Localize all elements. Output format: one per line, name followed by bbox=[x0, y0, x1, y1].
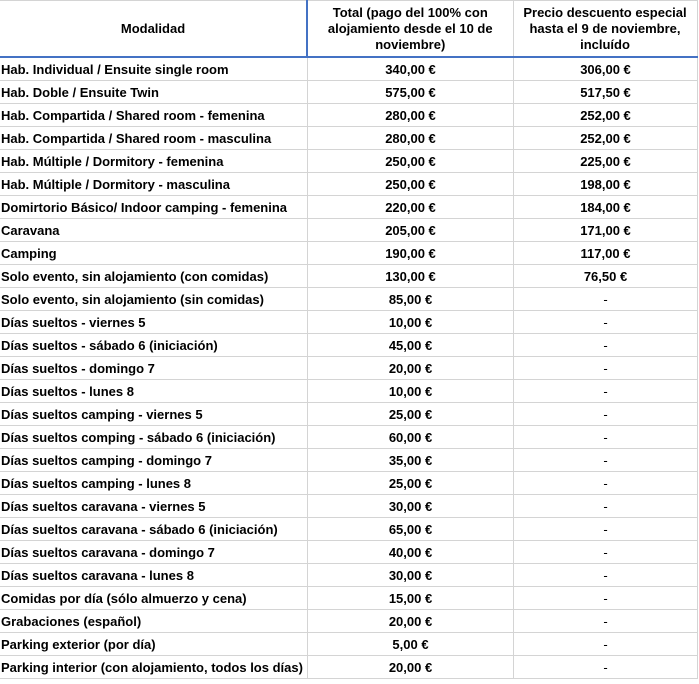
table-row bbox=[0, 127, 697, 150]
table-row bbox=[0, 656, 697, 679]
row-name-cell: Días sueltos comping - sábado 6 (iniciación) bbox=[0, 426, 307, 449]
row-discount-cell: 198,00 € bbox=[513, 173, 697, 196]
table-row bbox=[0, 150, 697, 173]
row-name-cell: Camping bbox=[0, 242, 307, 265]
row-total-cell: 35,00 € bbox=[307, 449, 513, 472]
row-name-cell: Hab. Múltiple / Dormitory - masculina bbox=[0, 173, 307, 196]
row-total-cell: 60,00 € bbox=[307, 426, 513, 449]
row-total-cell: 250,00 € bbox=[307, 150, 513, 173]
row-total-cell: 130,00 € bbox=[307, 265, 513, 288]
row-total-cell: 85,00 € bbox=[307, 288, 513, 311]
table-row bbox=[0, 334, 697, 357]
row-discount-cell: 171,00 € bbox=[513, 219, 697, 242]
row-discount-cell: - bbox=[513, 564, 697, 587]
row-name-cell: Días sueltos - viernes 5 bbox=[0, 311, 307, 334]
row-discount-cell: 252,00 € bbox=[513, 104, 697, 127]
row-name-cell: Hab. Múltiple / Dormitory - femenina bbox=[0, 150, 307, 173]
row-total-cell: 25,00 € bbox=[307, 403, 513, 426]
table-row bbox=[0, 173, 697, 196]
table-row bbox=[0, 196, 697, 219]
row-discount-cell: - bbox=[513, 587, 697, 610]
row-total-cell: 10,00 € bbox=[307, 311, 513, 334]
row-name-cell: Hab. Compartida / Shared room - femenina bbox=[0, 104, 307, 127]
row-total-cell: 20,00 € bbox=[307, 357, 513, 380]
table-row bbox=[0, 219, 697, 242]
row-discount-cell: - bbox=[513, 288, 697, 311]
row-name-cell: Grabaciones (español) bbox=[0, 610, 307, 633]
row-total-cell: 220,00 € bbox=[307, 196, 513, 219]
row-discount-cell: 184,00 € bbox=[513, 196, 697, 219]
row-name-cell: Días sueltos caravana - lunes 8 bbox=[0, 564, 307, 587]
row-name-cell: Caravana bbox=[0, 219, 307, 242]
row-name-cell: Días sueltos caravana - viernes 5 bbox=[0, 495, 307, 518]
row-discount-cell: - bbox=[513, 449, 697, 472]
header-total: Total (pago del 100% con alojamiento desde el 10 de noviembre) bbox=[307, 1, 513, 58]
row-total-cell: 20,00 € bbox=[307, 656, 513, 679]
row-total-cell: 65,00 € bbox=[307, 518, 513, 541]
row-total-cell: 40,00 € bbox=[307, 541, 513, 564]
row-name-cell: Solo evento, sin alojamiento (sin comidas) bbox=[0, 288, 307, 311]
table-row bbox=[0, 518, 697, 541]
row-discount-cell: 76,50 € bbox=[513, 265, 697, 288]
table-body bbox=[0, 57, 697, 679]
row-name-cell: Días sueltos - domingo 7 bbox=[0, 357, 307, 380]
row-name-cell: Días sueltos - lunes 8 bbox=[0, 380, 307, 403]
row-discount-cell: - bbox=[513, 610, 697, 633]
row-total-cell: 10,00 € bbox=[307, 380, 513, 403]
row-name-cell: Parking interior (con alojamiento, todos los días) bbox=[0, 656, 307, 679]
row-discount-cell: - bbox=[513, 656, 697, 679]
row-total-cell: 30,00 € bbox=[307, 495, 513, 518]
table-row bbox=[0, 288, 697, 311]
table-row bbox=[0, 472, 697, 495]
row-discount-cell: 225,00 € bbox=[513, 150, 697, 173]
row-discount-cell: - bbox=[513, 472, 697, 495]
row-discount-cell: - bbox=[513, 334, 697, 357]
row-total-cell: 280,00 € bbox=[307, 104, 513, 127]
row-name-cell: Solo evento, sin alojamiento (con comidas) bbox=[0, 265, 307, 288]
row-total-cell: 30,00 € bbox=[307, 564, 513, 587]
row-name-cell: Domirtorio Básico/ Indoor camping - femenina bbox=[0, 196, 307, 219]
table-row bbox=[0, 541, 697, 564]
row-total-cell: 45,00 € bbox=[307, 334, 513, 357]
row-total-cell: 250,00 € bbox=[307, 173, 513, 196]
table-row bbox=[0, 57, 697, 81]
table-row bbox=[0, 449, 697, 472]
row-name-cell: Hab. Individual / Ensuite single room bbox=[0, 57, 307, 81]
row-total-cell: 20,00 € bbox=[307, 610, 513, 633]
row-discount-cell: - bbox=[513, 380, 697, 403]
row-name-cell: Días sueltos caravana - sábado 6 (iniciación) bbox=[0, 518, 307, 541]
row-discount-cell: 252,00 € bbox=[513, 127, 697, 150]
table-row bbox=[0, 610, 697, 633]
row-name-cell: Hab. Compartida / Shared room - masculina bbox=[0, 127, 307, 150]
row-discount-cell: - bbox=[513, 518, 697, 541]
table-row bbox=[0, 311, 697, 334]
table-row bbox=[0, 380, 697, 403]
row-name-cell: Hab. Doble / Ensuite Twin bbox=[0, 81, 307, 104]
row-name-cell: Comidas por día (sólo almuerzo y cena) bbox=[0, 587, 307, 610]
row-discount-cell: 517,50 € bbox=[513, 81, 697, 104]
row-name-cell: Parking exterior (por día) bbox=[0, 633, 307, 656]
table-row bbox=[0, 587, 697, 610]
row-total-cell: 190,00 € bbox=[307, 242, 513, 265]
row-name-cell: Días sueltos caravana - domingo 7 bbox=[0, 541, 307, 564]
table-row bbox=[0, 633, 697, 656]
row-discount-cell: - bbox=[513, 403, 697, 426]
row-discount-cell: - bbox=[513, 426, 697, 449]
header-modalidad: Modalidad bbox=[0, 1, 307, 58]
table-row bbox=[0, 265, 697, 288]
row-name-cell: Días sueltos - sábado 6 (iniciación) bbox=[0, 334, 307, 357]
header-row bbox=[0, 1, 697, 58]
row-discount-cell: 117,00 € bbox=[513, 242, 697, 265]
row-total-cell: 205,00 € bbox=[307, 219, 513, 242]
table-row bbox=[0, 426, 697, 449]
table-row bbox=[0, 242, 697, 265]
table-row bbox=[0, 357, 697, 380]
row-discount-cell: - bbox=[513, 311, 697, 334]
row-total-cell: 340,00 € bbox=[307, 57, 513, 81]
row-discount-cell: - bbox=[513, 633, 697, 656]
table-row bbox=[0, 564, 697, 587]
row-name-cell: Días sueltos camping - domingo 7 bbox=[0, 449, 307, 472]
row-total-cell: 5,00 € bbox=[307, 633, 513, 656]
table-row bbox=[0, 495, 697, 518]
row-total-cell: 575,00 € bbox=[307, 81, 513, 104]
table-row bbox=[0, 81, 697, 104]
header-descuento: Precio descuento especial hasta el 9 de noviembre, incluído bbox=[513, 1, 697, 58]
row-name-cell: Días sueltos camping - viernes 5 bbox=[0, 403, 307, 426]
row-discount-cell: - bbox=[513, 495, 697, 518]
table-row bbox=[0, 104, 697, 127]
table-row bbox=[0, 403, 697, 426]
row-name-cell: Días sueltos camping - lunes 8 bbox=[0, 472, 307, 495]
row-total-cell: 280,00 € bbox=[307, 127, 513, 150]
row-total-cell: 15,00 € bbox=[307, 587, 513, 610]
row-total-cell: 25,00 € bbox=[307, 472, 513, 495]
row-discount-cell: - bbox=[513, 357, 697, 380]
row-discount-cell: - bbox=[513, 541, 697, 564]
row-discount-cell: 306,00 € bbox=[513, 57, 697, 81]
